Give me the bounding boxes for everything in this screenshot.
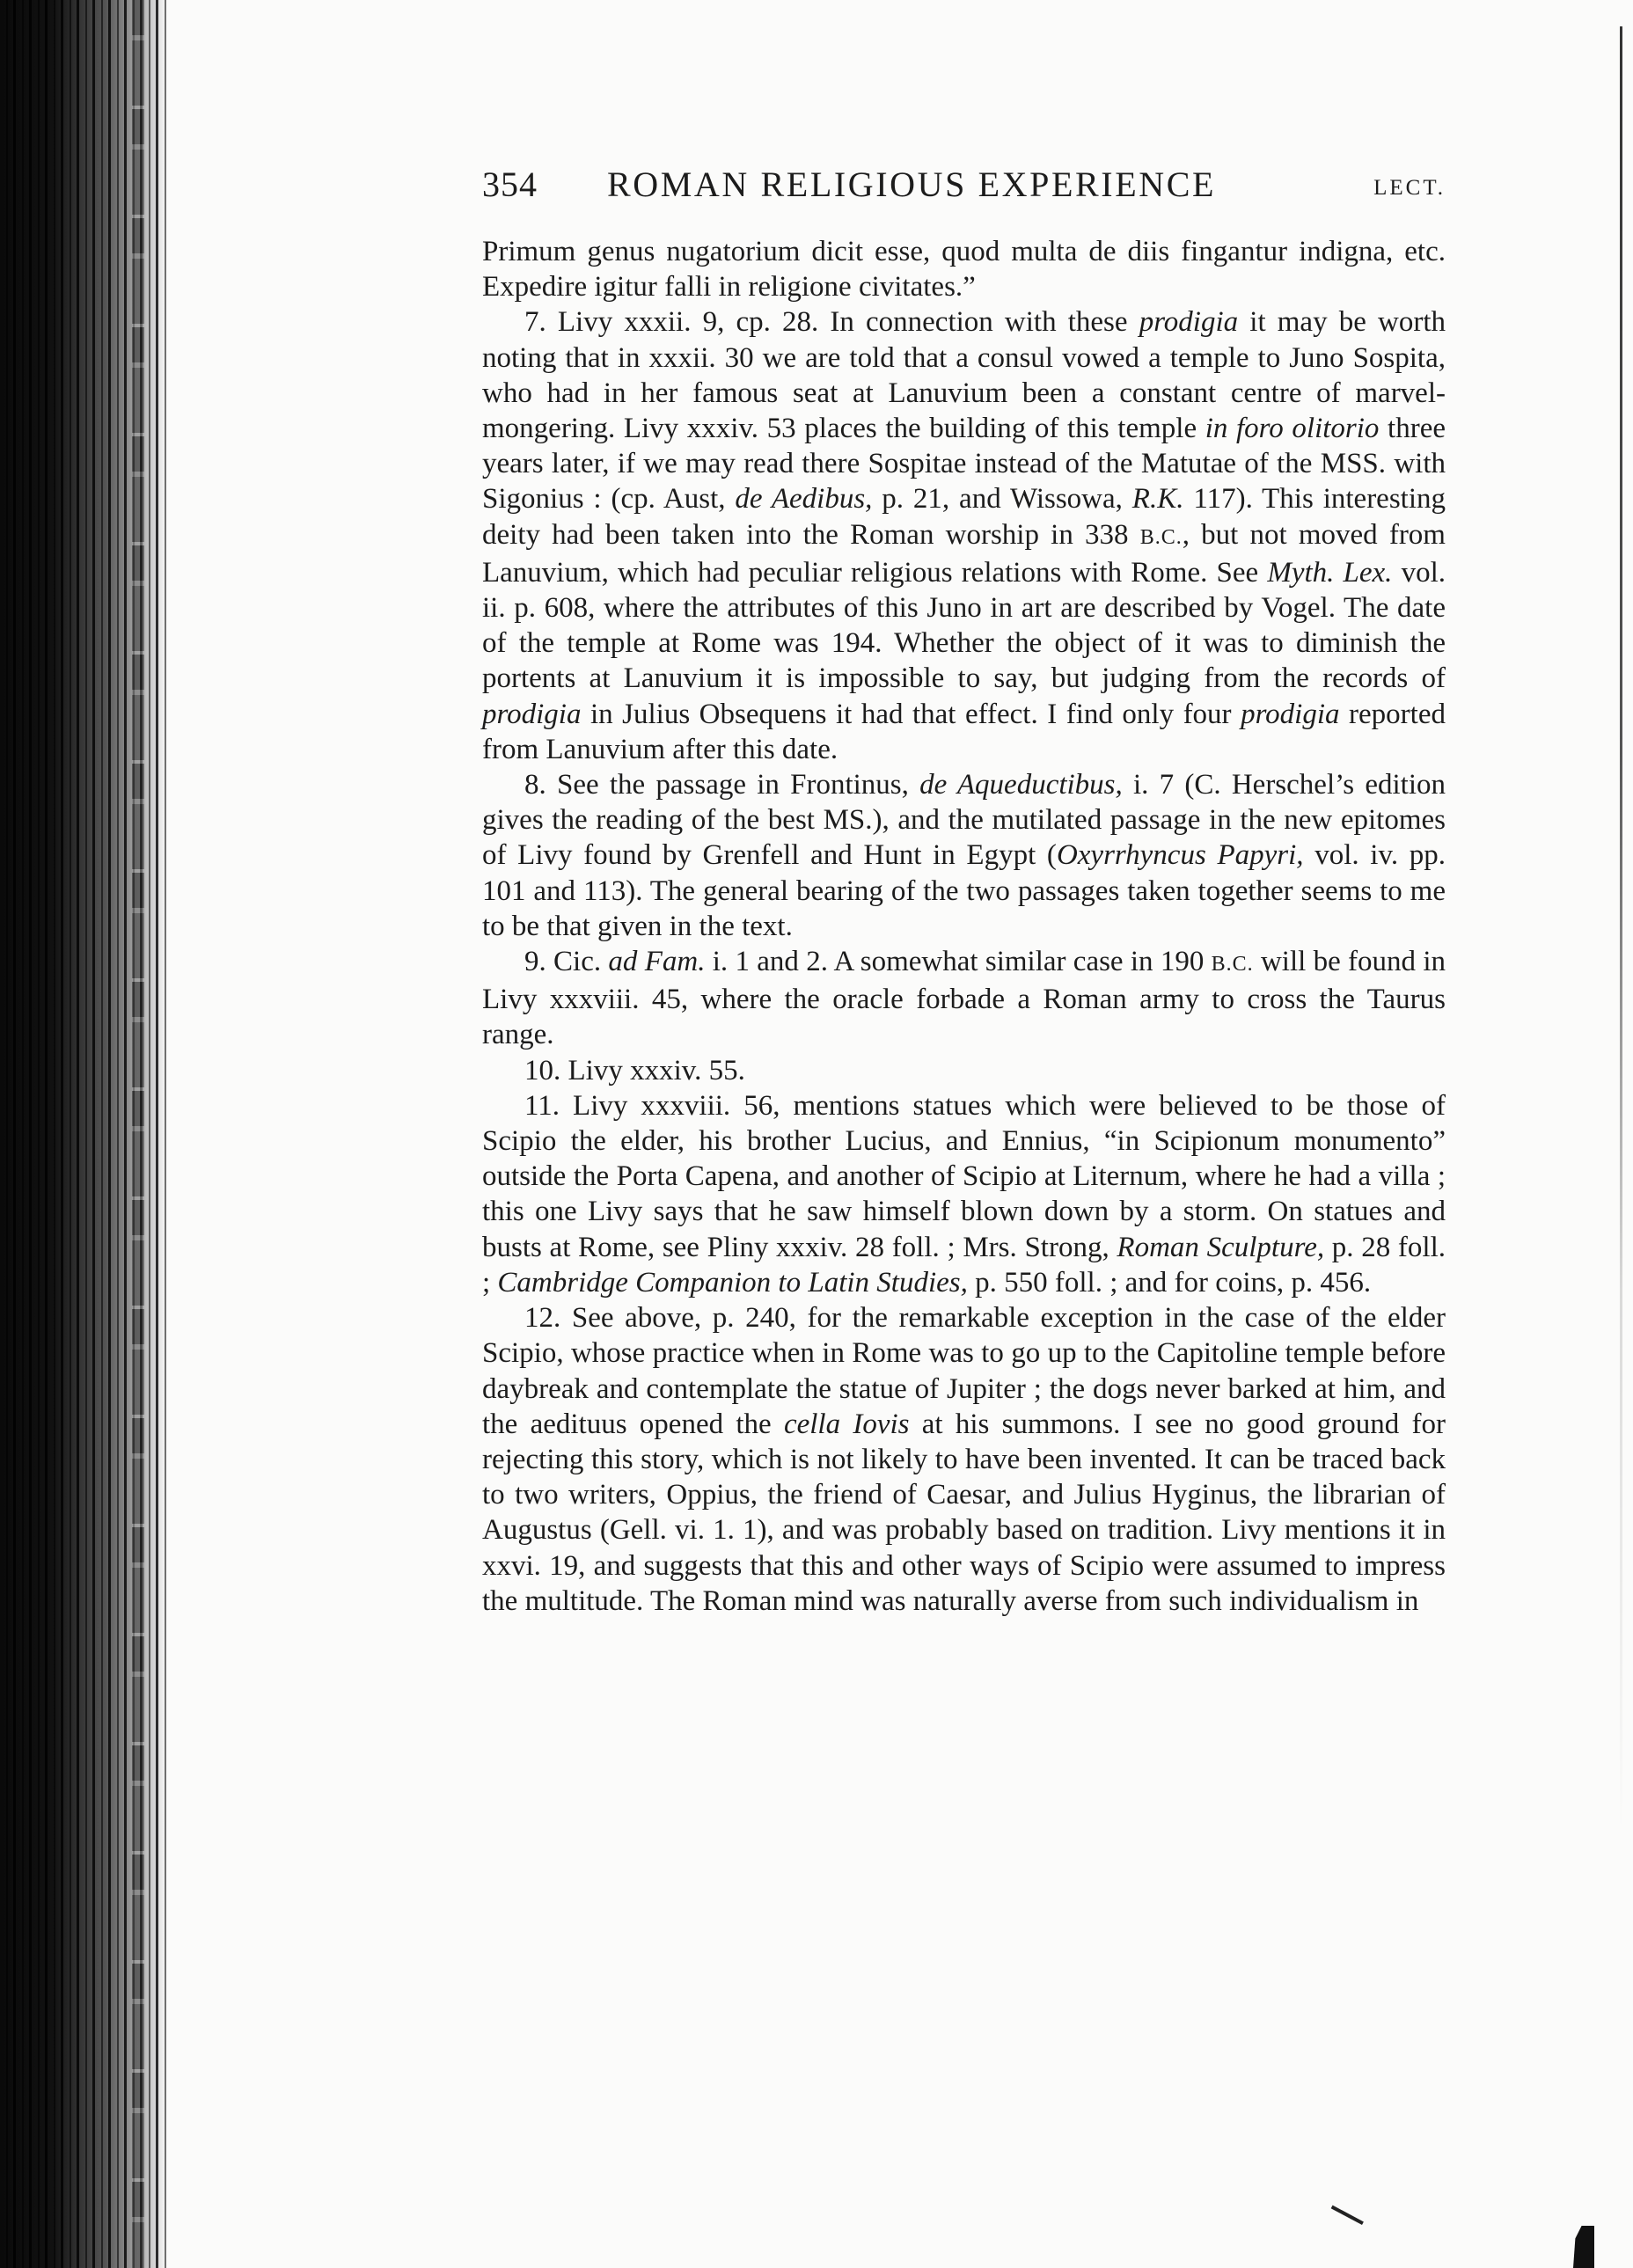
running-title: ROMAN RELIGIOUS EXPERIENCE [607,165,1217,204]
page-number: 354 [482,165,538,204]
note-italic: de Aedibus, [735,483,873,516]
note-italic: prodigia [1241,698,1340,730]
note-10 [482,1053,1446,1088]
note-italic: Roman Sculpture, [1117,1231,1325,1263]
note-text: p. 21, and Wissowa, [872,483,1132,516]
running-head [482,164,1446,215]
note-smallcaps: B.C. [1139,525,1183,549]
note-text: 8. See the passage in Frontinus, [524,769,920,801]
note-text: p. 28 foll. ; [482,1231,1446,1299]
note-italic: prodigia [482,698,582,730]
right-margin-line [1620,26,1622,1830]
note-text: three years later, if we may read there Sospitae instead of the Matutae of the MSS. with Sigonius : (cp. Aust, [482,413,1446,516]
note-text: reported from Lanuvium after this date. [482,698,1446,765]
note-8 [482,767,1446,944]
note-italic: Myth. Lex. [1267,556,1393,589]
note-smallcaps: B.C. [1211,953,1254,977]
notes-body [482,234,1446,1619]
note-11 [482,1088,1446,1300]
note-text: vol. ii. p. 608, where the attributes of this Juno in art are described by Vogel. The date of the temple at Rome was 194. Whether the object of it was to diminish the portents at Lanuvium it is impossible to say, but judging from the records of [482,556,1446,695]
note-text: 10. Livy xxxiv. 55. [524,1054,745,1086]
note-text: i. 7 (C. Herschel’s edition gives the reading of the best MS.), and the mutilated passage in the new epitomes of Livy found by Grenfell and Hunt in Egypt ( [482,769,1446,872]
note-text: it may be worth noting that in xxxii. 30 we are told that a consul vowed a temple to Juno Sospita, who had in her famous seat at Lanuvium been a constant centre of marvel-mongering. Livy xxxiv. 53 places the building of this temple [482,306,1446,445]
note-text: p. 550 foll. ; and for coins, p. 456. [967,1266,1372,1299]
note-text: i. 1 and 2. A somewhat similar case in 190 [705,946,1212,978]
running-section: LECT. [1373,176,1446,200]
note-italic: prodigia [1139,306,1239,339]
book-page [482,164,1446,1619]
note-text: , but not moved from Lanuvium, which had peculiar religious relations with Rome. See [482,518,1446,589]
note-continuation [482,234,1446,304]
note-italic: R.K. [1131,483,1184,516]
note-9 [482,944,1446,1053]
note-text: 7. Livy xxxii. 9, cp. 28. In connection with these [524,306,1139,339]
scan-mark [1325,2206,1364,2236]
note-text: in Julius Obsequens it had that effect. I find only four [581,698,1241,730]
note-italic: de Aqueductibus, [919,769,1123,801]
note-7 [482,304,1446,767]
note-text: vol. iv. pp. 101 and 113). The general bearing of the two passages taken together seems to me to be that given in the text. [482,839,1446,942]
note-text: at his summons. I see no good ground for rejecting this story, which is not likely to have been invented. It can be traced back to two writers, Oppius, the friend of Caesar, and Julius Hyginus, the librarian of Augustus (Gell. vi. 1. 1), and was probably based on tradition. Livy mentions it in xxvi. 19, and suggests that this and other ways of Scipio were assumed to impress the multitude. The Roman mind was naturally averse from such individualism in [482,1408,1446,1617]
page-edges [132,0,144,2268]
note-italic: Cambridge Companion to Latin Studies, [497,1266,968,1299]
note-text: will be found in Livy xxxviii. 45, where the oracle forbade a Roman army to cross the Taurus range. [482,946,1446,1051]
note-italic: in foro olitorio [1205,413,1380,445]
note-text: 9. Cic. [524,946,609,978]
note-italic: ad Fam. [608,946,706,978]
note-text: Primum genus nugatorium dicit esse, quod multa de diis fingantur indigna, etc. Expedire igitur falli in religione civitates.” [482,236,1446,304]
note-text: 117). This interesting deity had been taken into the Roman worship in 338 [482,483,1446,551]
note-text: 11. Livy xxxviii. 56, mentions statues which were believed to be those of Scipio the elder, his brother Lucius, and Ennius, “in Scipionum monumento” outside the Porta Capena, and another of Scipio at Liternum, where he had a villa ; this one Livy says that he saw himself blown down by a storm. On statues and busts at Rome, see Pliny xxxiv. 28 foll. ; Mrs. Strong, [482,1089,1446,1263]
note-italic: Oxyrrhyncus Papyri, [1056,839,1304,872]
note-text: 12. See above, p. 240, for the remarkable exception in the case of the elder Scipio, whose practice when in Rome was to go up to the Capitoline temple before daybreak and contemplate the statue of Jupiter ; the dogs never barked at him, and the aedituus opened the [482,1302,1446,1440]
scan-mark-corner [1573,2226,1594,2268]
note-12 [482,1300,1446,1619]
note-italic: cella Iovis [783,1408,910,1440]
